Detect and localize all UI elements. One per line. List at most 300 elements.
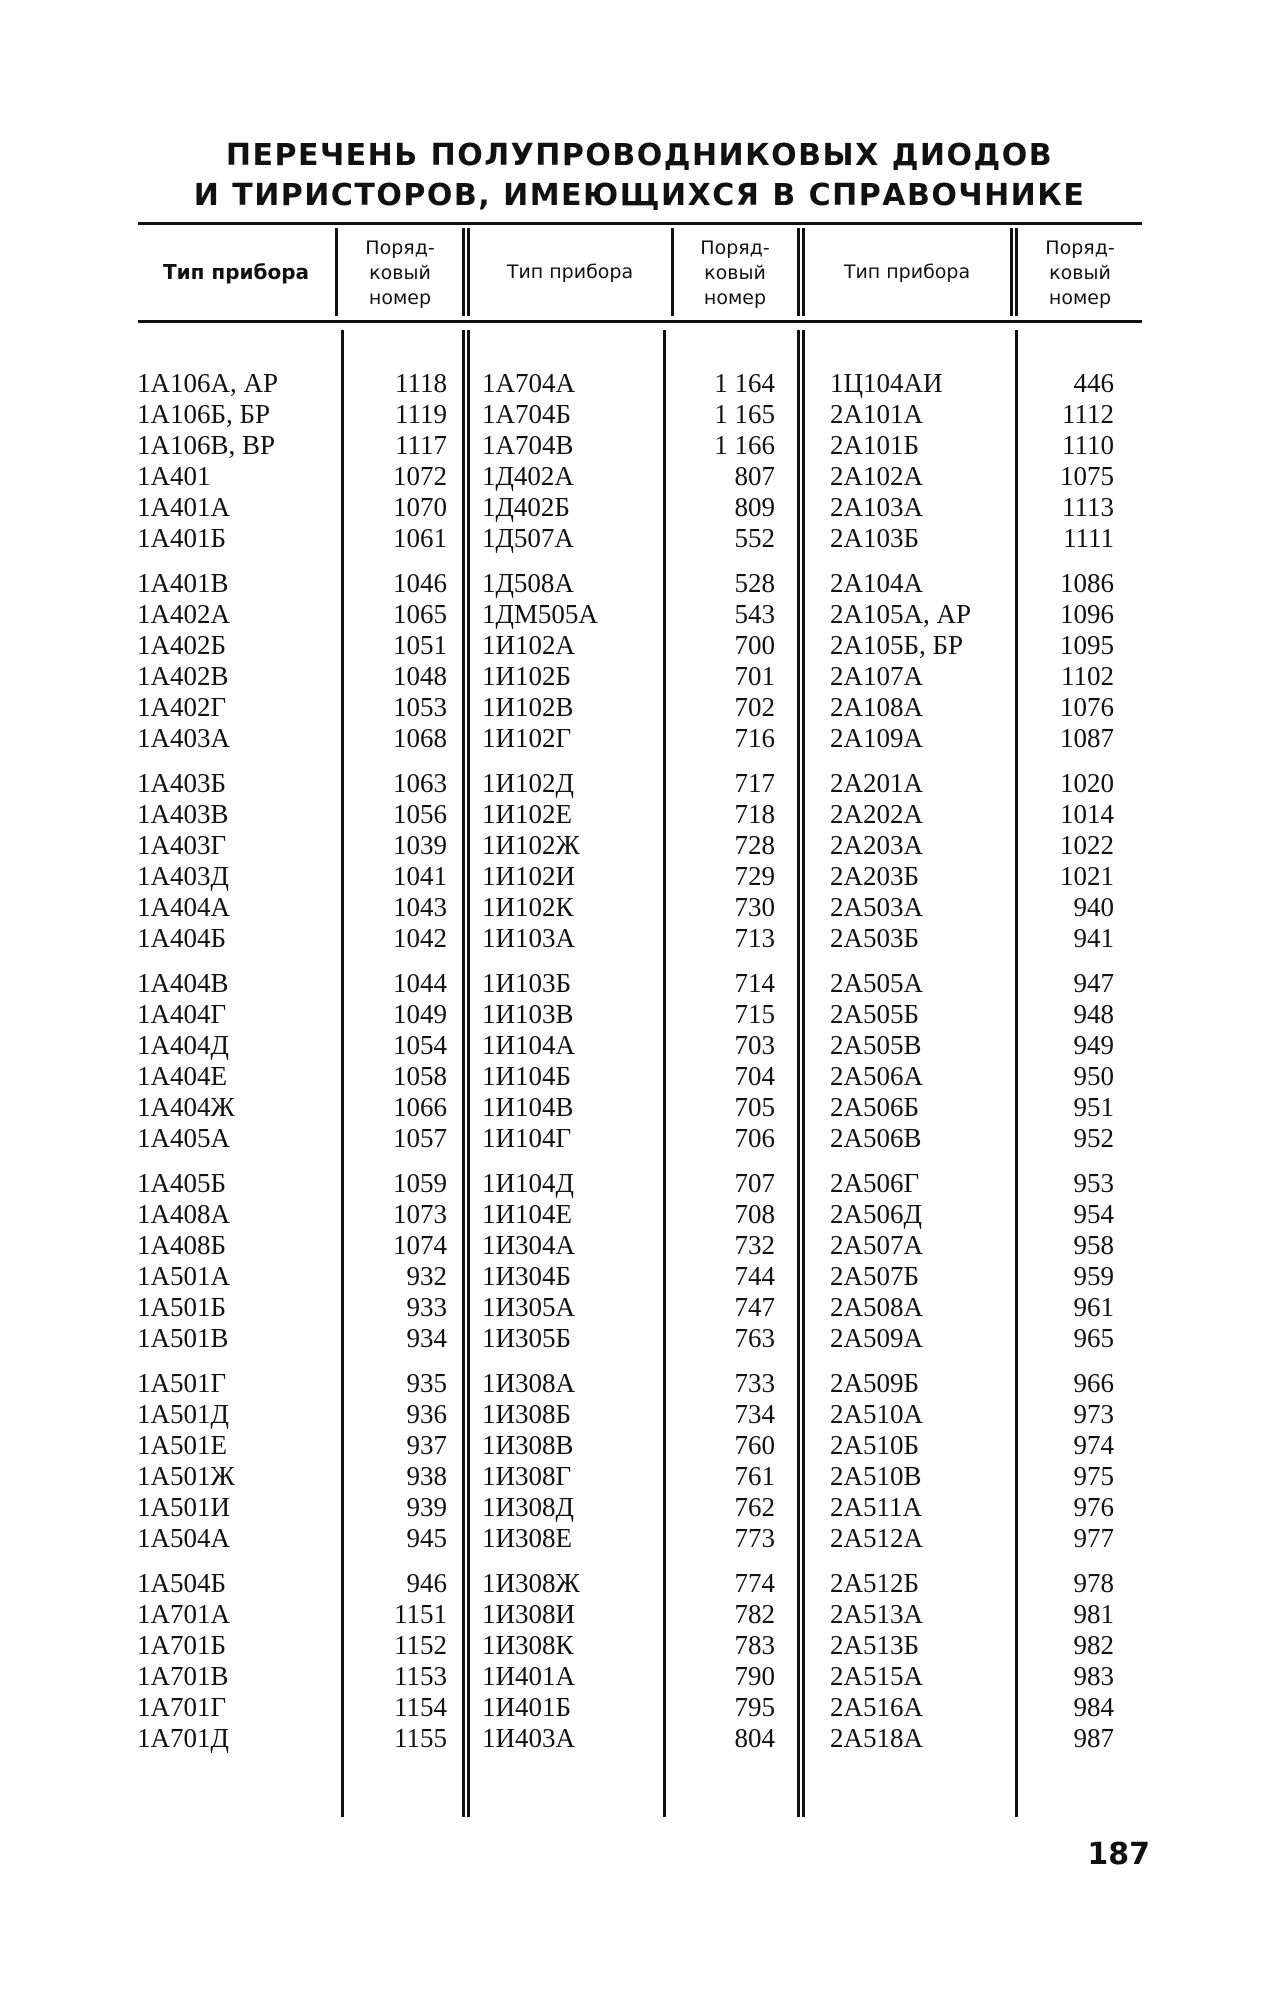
device-type: 1И104В <box>482 1092 574 1122</box>
table-row <box>137 1399 447 1430</box>
sequence-number: 1087 <box>1060 723 1114 753</box>
table-row <box>482 1230 775 1261</box>
sequence-number: 702 <box>734 692 775 722</box>
table-row <box>830 1523 1114 1554</box>
sequence-number: 734 <box>734 1399 775 1429</box>
table-row <box>137 892 447 923</box>
device-type: 2А511А <box>830 1492 922 1522</box>
table-row <box>830 1461 1114 1492</box>
sequence-number: 1041 <box>393 861 447 891</box>
sequence-number: 1044 <box>393 968 447 998</box>
row-group <box>830 1568 1114 1754</box>
sequence-number: 1022 <box>1060 830 1114 860</box>
sequence-number: 940 <box>1073 892 1114 922</box>
table-row <box>137 1661 447 1692</box>
header-bottom-rule <box>138 320 1142 323</box>
table-row <box>830 1292 1114 1323</box>
device-type: 2А108А <box>830 692 923 722</box>
header-number-label <box>674 236 796 311</box>
device-type: 1А405А <box>137 1123 230 1153</box>
table-row <box>482 923 775 954</box>
sequence-number: 935 <box>406 1368 447 1398</box>
device-type: 1А106В, ВР <box>137 430 276 460</box>
device-type: 1А704Б <box>482 399 572 429</box>
device-type: 1А501Г <box>137 1368 227 1398</box>
device-type: 1А401А <box>137 492 230 522</box>
sequence-number: 934 <box>406 1323 447 1353</box>
table-row <box>137 1123 447 1154</box>
sequence-number: 715 <box>734 999 775 1029</box>
table-row <box>830 1061 1114 1092</box>
device-type: 2А509Б <box>830 1368 920 1398</box>
sequence-number: 747 <box>734 1292 775 1322</box>
sequence-number: 978 <box>1073 1568 1114 1598</box>
sequence-number: 1049 <box>393 999 447 1029</box>
sequence-number: 762 <box>734 1492 775 1522</box>
device-type: 1И308В <box>482 1430 574 1460</box>
device-type: 1И305Б <box>482 1323 572 1353</box>
table-row <box>830 568 1114 599</box>
table-row <box>482 768 775 799</box>
table-row <box>482 1323 775 1354</box>
device-type: 2А506Г <box>830 1168 920 1198</box>
header-number-line-2: ковый <box>369 262 431 284</box>
device-type: 1И102А <box>482 630 575 660</box>
table-row <box>830 1568 1114 1599</box>
sequence-number: 1048 <box>393 661 447 691</box>
sequence-number: 707 <box>734 1168 775 1198</box>
table-row <box>830 430 1114 461</box>
table-row <box>830 1692 1114 1723</box>
table-row <box>830 1199 1114 1230</box>
device-type: 2А509А <box>830 1323 923 1353</box>
device-type: 1А501Е <box>137 1430 227 1460</box>
device-type: 1И308Е <box>482 1523 572 1553</box>
sequence-number: 981 <box>1073 1599 1114 1629</box>
device-type: 1А405Б <box>137 1168 227 1198</box>
header-number-label <box>1018 236 1142 311</box>
row-group <box>482 368 775 554</box>
device-type: 2А505А <box>830 968 923 998</box>
table-row <box>830 399 1114 430</box>
table-row <box>137 1461 447 1492</box>
device-type: 1И102Е <box>482 799 572 829</box>
table-row <box>482 368 775 399</box>
device-type: 1А403А <box>137 723 230 753</box>
sequence-number: 983 <box>1073 1661 1114 1691</box>
sequence-number: 732 <box>734 1230 775 1260</box>
device-type: 1И308А <box>482 1368 575 1398</box>
table-block-2 <box>482 368 775 1768</box>
sequence-number: 938 <box>406 1461 447 1491</box>
device-type: 2А506В <box>830 1123 922 1153</box>
sequence-number: 1070 <box>393 492 447 522</box>
device-type: 1И104А <box>482 1030 575 1060</box>
sequence-number: 705 <box>734 1092 775 1122</box>
sequence-number: 1110 <box>1062 430 1114 460</box>
table-row <box>830 1261 1114 1292</box>
sequence-number: 936 <box>406 1399 447 1429</box>
device-type: 1И308Г <box>482 1461 572 1491</box>
sequence-number: 966 <box>1073 1368 1114 1398</box>
device-type: 2А503А <box>830 892 923 922</box>
device-type: 1А401Б <box>137 523 227 553</box>
table-row <box>137 1323 447 1354</box>
device-type: 1И403А <box>482 1723 575 1753</box>
table-row <box>137 923 447 954</box>
sequence-number: 1046 <box>393 568 447 598</box>
device-type: 2А512А <box>830 1523 923 1553</box>
sequence-number: 1061 <box>393 523 447 553</box>
table-row <box>137 568 447 599</box>
device-type: 1ДМ505А <box>482 599 598 629</box>
device-type: 1И102Д <box>482 768 574 798</box>
table-row <box>137 1692 447 1723</box>
sequence-number: 795 <box>734 1692 775 1722</box>
device-type: 1А701Г <box>137 1692 227 1722</box>
table-row <box>830 1399 1114 1430</box>
row-group <box>830 1168 1114 1354</box>
sequence-number: 700 <box>734 630 775 660</box>
device-type: 1Д402А <box>482 461 574 491</box>
table-row <box>830 523 1114 554</box>
row-group <box>482 1568 775 1754</box>
sequence-number: 939 <box>406 1492 447 1522</box>
sequence-number: 782 <box>734 1599 775 1629</box>
table-row <box>137 768 447 799</box>
sequence-number: 1112 <box>1062 399 1114 429</box>
table-row <box>482 1692 775 1723</box>
sequence-number: 1056 <box>393 799 447 829</box>
table-row <box>482 723 775 754</box>
sequence-number: 958 <box>1073 1230 1114 1260</box>
sequence-number: 783 <box>734 1630 775 1660</box>
sequence-number: 1 166 <box>714 430 775 460</box>
device-type: 2А515А <box>830 1661 923 1691</box>
table-row <box>137 1630 447 1661</box>
sequence-number: 1113 <box>1062 492 1114 522</box>
header-number-line-3: номер <box>1048 287 1112 309</box>
sequence-number: 954 <box>1073 1199 1114 1229</box>
sequence-number: 809 <box>734 492 775 522</box>
device-type: 1А401 <box>137 461 211 491</box>
table-row <box>137 661 447 692</box>
device-type: 1И308Б <box>482 1399 572 1429</box>
table-row <box>482 1661 775 1692</box>
table-row <box>137 723 447 754</box>
sequence-number: 975 <box>1073 1461 1114 1491</box>
sequence-number: 1074 <box>393 1230 447 1260</box>
table-row <box>137 1230 447 1261</box>
sequence-number: 973 <box>1073 1399 1114 1429</box>
table-row <box>482 1723 775 1754</box>
table-row <box>137 999 447 1030</box>
sequence-number: 543 <box>734 599 775 629</box>
sequence-number: 1152 <box>394 1630 447 1660</box>
device-type: 1А404Б <box>137 923 227 953</box>
sequence-number: 1054 <box>393 1030 447 1060</box>
sequence-number: 984 <box>1073 1692 1114 1722</box>
device-type: 1А403Г <box>137 830 227 860</box>
sequence-number: 976 <box>1073 1492 1114 1522</box>
table-row <box>830 1599 1114 1630</box>
sequence-number: 952 <box>1073 1123 1114 1153</box>
device-type: 2А510Б <box>830 1430 920 1460</box>
sequence-number: 950 <box>1073 1061 1114 1091</box>
device-type: 1А501Б <box>137 1292 227 1322</box>
sequence-number: 713 <box>734 923 775 953</box>
device-type: 2А107А <box>830 661 923 691</box>
device-type: 1А701В <box>137 1661 229 1691</box>
page-title-line-1: ПЕРЕЧЕНЬ ПОЛУПРОВОДНИКОВЫХ ДИОДОВ <box>225 138 1054 173</box>
header-number-label <box>338 236 462 311</box>
row-group <box>137 1568 447 1754</box>
table-row <box>482 599 775 630</box>
device-type: 2А506А <box>830 1061 923 1091</box>
table-block-3 <box>830 368 1114 1768</box>
table-row <box>830 1723 1114 1754</box>
sequence-number: 714 <box>734 968 775 998</box>
table-row <box>482 399 775 430</box>
sequence-number: 961 <box>1073 1292 1114 1322</box>
table-row <box>137 861 447 892</box>
sequence-number: 1066 <box>393 1092 447 1122</box>
row-group <box>830 368 1114 554</box>
table-row <box>137 1292 447 1323</box>
device-type: 1А402Г <box>137 692 227 722</box>
device-type: 2А104А <box>830 568 923 598</box>
header-number-line-1: Поряд- <box>1045 237 1115 259</box>
table-row <box>482 1568 775 1599</box>
device-type: 1А106Б, БР <box>137 399 271 429</box>
table-row <box>137 1168 447 1199</box>
table-row <box>482 661 775 692</box>
table-row <box>830 492 1114 523</box>
sequence-number: 704 <box>734 1061 775 1091</box>
table-row <box>137 368 447 399</box>
sequence-number: 528 <box>734 568 775 598</box>
sequence-number: 744 <box>734 1261 775 1291</box>
table-row <box>830 1630 1114 1661</box>
sequence-number: 959 <box>1073 1261 1114 1291</box>
table-row <box>137 523 447 554</box>
device-type: 1А404Г <box>137 999 227 1029</box>
row-group <box>482 1368 775 1554</box>
row-group <box>137 968 447 1154</box>
device-type: 1И308Д <box>482 1492 574 1522</box>
device-type: 2А101Б <box>830 430 920 460</box>
row-group <box>482 568 775 754</box>
sequence-number: 1075 <box>1060 461 1114 491</box>
device-type: 1А404В <box>137 968 229 998</box>
table-row <box>137 599 447 630</box>
table-row <box>830 692 1114 723</box>
page-title-line-2: И ТИРИСТОРОВ, ИМЕЮЩИХСЯ В СПРАВОЧНИКЕ <box>193 178 1086 213</box>
device-type: 1Д508А <box>482 568 574 598</box>
device-type: 2А510А <box>830 1399 923 1429</box>
device-type: 1И102Ж <box>482 830 580 860</box>
table-row <box>137 1061 447 1092</box>
device-type: 1А501В <box>137 1323 229 1353</box>
header-number-line-1: Поряд- <box>700 237 770 259</box>
device-type: 2А513А <box>830 1599 923 1629</box>
table-row <box>830 1661 1114 1692</box>
sequence-number: 728 <box>734 830 775 860</box>
table-row <box>137 1568 447 1599</box>
device-type: 2А109А <box>830 723 923 753</box>
sequence-number: 1039 <box>393 830 447 860</box>
table-row <box>137 1599 447 1630</box>
device-type: 1А401В <box>137 568 229 598</box>
device-type: 1А408Б <box>137 1230 227 1260</box>
device-type: 2А513Б <box>830 1630 920 1660</box>
table-row <box>830 1430 1114 1461</box>
table-row <box>830 1323 1114 1354</box>
sequence-number: 718 <box>734 799 775 829</box>
header-separator <box>1010 228 1013 316</box>
table-row <box>830 723 1114 754</box>
sequence-number: 1 164 <box>714 368 775 398</box>
sequence-number: 1065 <box>393 599 447 629</box>
sequence-number: 1072 <box>393 461 447 491</box>
sequence-number: 941 <box>1073 923 1114 953</box>
sequence-number: 701 <box>734 661 775 691</box>
table-row <box>482 799 775 830</box>
row-group <box>137 1368 447 1554</box>
sequence-number: 730 <box>734 892 775 922</box>
device-type: 1И102В <box>482 692 574 722</box>
device-type: 2А203А <box>830 830 923 860</box>
sequence-number: 708 <box>734 1199 775 1229</box>
table-row <box>482 1492 775 1523</box>
device-type: 1А402А <box>137 599 230 629</box>
table-row <box>137 1723 447 1754</box>
table-row <box>830 1492 1114 1523</box>
device-type: 1А402Б <box>137 630 227 660</box>
table-row <box>482 830 775 861</box>
table-row <box>137 430 447 461</box>
table-row <box>137 1430 447 1461</box>
table-row <box>137 399 447 430</box>
header-number-line-3: номер <box>703 287 767 309</box>
sequence-number: 977 <box>1073 1523 1114 1553</box>
sequence-number: 1021 <box>1060 861 1114 891</box>
table-row <box>137 1092 447 1123</box>
sequence-number: 1155 <box>394 1723 447 1753</box>
table-row <box>137 692 447 723</box>
table-row <box>137 799 447 830</box>
table-row <box>482 1630 775 1661</box>
sequence-number: 982 <box>1073 1630 1114 1660</box>
row-group <box>137 368 447 554</box>
row-group <box>482 968 775 1154</box>
device-type: 1А402В <box>137 661 229 691</box>
table-row <box>482 1061 775 1092</box>
header-separator <box>797 228 800 316</box>
table-row <box>482 1092 775 1123</box>
device-type: 2А103А <box>830 492 923 522</box>
device-type: 1И304А <box>482 1230 575 1260</box>
device-type: 2А518А <box>830 1723 923 1753</box>
table-row <box>830 768 1114 799</box>
device-type: 1И102К <box>482 892 574 922</box>
table-row <box>830 999 1114 1030</box>
device-type: 1А501А <box>137 1261 230 1291</box>
sequence-number: 974 <box>1073 1430 1114 1460</box>
header-number-line-1: Поряд- <box>365 237 435 259</box>
sequence-number: 774 <box>734 1568 775 1598</box>
sequence-number: 1068 <box>393 723 447 753</box>
device-type: 1Д402Б <box>482 492 570 522</box>
sequence-number: 1 165 <box>714 399 775 429</box>
sequence-number: 1151 <box>394 1599 447 1629</box>
sequence-number: 1020 <box>1060 768 1114 798</box>
sequence-number: 763 <box>734 1323 775 1353</box>
sequence-number: 1111 <box>1063 523 1114 553</box>
device-type: 1И401Б <box>482 1692 572 1722</box>
table-row <box>830 368 1114 399</box>
sequence-number: 965 <box>1073 1323 1114 1353</box>
device-type: 2А510В <box>830 1461 922 1491</box>
device-type: 2А105А, АР <box>830 599 972 629</box>
device-type: 1А404Д <box>137 1030 229 1060</box>
device-type: 2А507А <box>830 1230 923 1260</box>
sequence-number: 446 <box>1073 368 1114 398</box>
sequence-number: 947 <box>1073 968 1114 998</box>
sequence-number: 953 <box>1073 1168 1114 1198</box>
sequence-number: 716 <box>734 723 775 753</box>
device-type: 1А701Д <box>137 1723 229 1753</box>
table-row <box>482 492 775 523</box>
device-type: 1А504Б <box>137 1568 227 1598</box>
sequence-number: 937 <box>406 1430 447 1460</box>
table-row <box>482 1430 775 1461</box>
table-row <box>482 1261 775 1292</box>
header-number-line-2: ковый <box>704 262 766 284</box>
device-type: 1А501И <box>137 1492 230 1522</box>
table-row <box>137 968 447 999</box>
device-type: 1А403Б <box>137 768 227 798</box>
header-type-label: Тип прибора <box>843 261 971 283</box>
table-row <box>482 1461 775 1492</box>
column-separator <box>797 330 800 1817</box>
sequence-number: 946 <box>406 1568 447 1598</box>
row-group <box>830 968 1114 1154</box>
device-type: 2А203Б <box>830 861 920 891</box>
device-type: 1И103Б <box>482 968 572 998</box>
sequence-number: 948 <box>1073 999 1114 1029</box>
row-group <box>482 768 775 954</box>
header-number-line-2: ковый <box>1049 262 1111 284</box>
sequence-number: 933 <box>406 1292 447 1322</box>
row-group <box>830 768 1114 954</box>
table-row <box>830 799 1114 830</box>
table-row <box>482 630 775 661</box>
sequence-number: 773 <box>734 1523 775 1553</box>
device-type: 1И308К <box>482 1630 574 1660</box>
sequence-number: 1095 <box>1060 630 1114 660</box>
device-type: 2А102А <box>830 461 923 491</box>
table-row <box>482 523 775 554</box>
device-type: 2А506Б <box>830 1092 920 1122</box>
sequence-number: 1119 <box>395 399 447 429</box>
device-type: 1А404Ж <box>137 1092 235 1122</box>
device-type: 1А403В <box>137 799 229 829</box>
device-type: 1Ц104АИ <box>830 368 943 398</box>
row-group <box>830 568 1114 754</box>
sequence-number: 706 <box>734 1123 775 1153</box>
table-row <box>482 1292 775 1323</box>
